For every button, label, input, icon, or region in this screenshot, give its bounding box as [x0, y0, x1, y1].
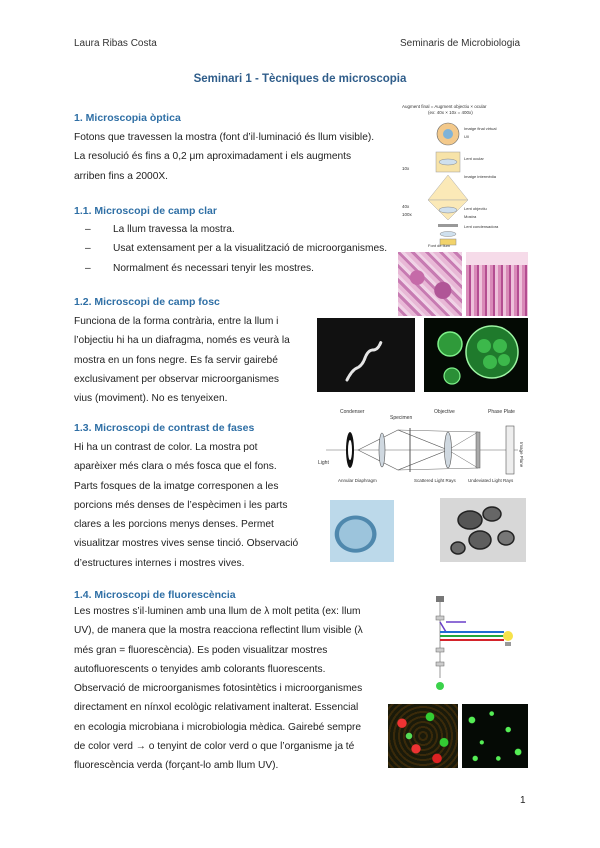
text-line: l’objectiu hi ha un diafragma, només es veurà la	[74, 335, 290, 347]
section-body	[74, 438, 310, 573]
page-number: 1	[520, 795, 526, 806]
header-course: Seminaris de Microbiologia	[400, 38, 521, 49]
text-line: Fotons que travessen la mostra (font d’il·luminació és llum visible).	[74, 132, 375, 143]
diagram-label: Annular Diaphragm	[338, 478, 377, 483]
mag-label: 10x	[402, 166, 410, 171]
phase-contrast-cell-image	[330, 500, 394, 562]
text-line: Observació de microorganismes fotosintètics i microorganismes	[74, 683, 363, 695]
text-line: autofluorescents o tenyides amb colorants fluorescents.	[74, 663, 326, 675]
bullet-list	[85, 220, 395, 278]
text-line: arriben fins a 2000X.	[74, 170, 169, 182]
phase-contrast-yeast-image	[440, 498, 526, 562]
fluorescence-bacteria-image	[462, 704, 528, 768]
list-item: – Normalment és necessari tenyir les mostres.	[85, 262, 314, 274]
diagram-label: Image Plane	[519, 442, 524, 468]
diagram-label: Imatge intermèdia	[464, 174, 497, 179]
section-body	[74, 128, 392, 186]
text-line: clares a les porcions menys denses. Permet	[74, 519, 274, 531]
text-line: fluorescència verda (forçant-lo amb llum UV).	[74, 760, 279, 772]
section-heading: 1.1. Microscopi de camp clar	[74, 205, 217, 217]
mag-label: 40x	[402, 204, 410, 209]
section-body	[74, 602, 380, 776]
diagram-label: Objective	[434, 409, 455, 415]
list-item: – La llum travessa la mostra.	[85, 224, 235, 235]
section-heading: 1.2. Microscopi de camp fosc	[74, 296, 220, 308]
diagram-label: Undeviated Light Rays	[468, 478, 514, 483]
header-author: Laura Ribas Costa	[74, 38, 157, 49]
fluorescence-sample-image	[388, 704, 458, 768]
diagram-label: Mostra	[464, 214, 477, 219]
text-line: mostra en un fons negre. Es fa servir gairebé	[74, 354, 278, 366]
text-line: més gran = fluorescència). Es poden visualitzar mostres	[74, 644, 328, 656]
phase-contrast-diagram	[318, 406, 530, 496]
section-body	[74, 312, 310, 408]
text-line: exclusivament per observar microorganismes	[74, 373, 279, 385]
diagram-caption: Augment final = Augment objectiu × ocular	[402, 104, 487, 109]
darkfield-spirochete-image	[317, 318, 415, 392]
page-title: Seminari 1 - Tècniques de microscopia	[193, 73, 407, 85]
diagram-label: Lent condensadora	[464, 224, 499, 229]
diagram-label: Scattered Light Rays	[414, 478, 456, 483]
fluorescence-diagram	[408, 592, 526, 694]
text-line: visualitzar mostres vives sense tinció. Observació	[74, 538, 299, 550]
darkfield-colony-image	[424, 318, 528, 392]
stained-tissue-image	[466, 252, 528, 316]
text-line: Les mostres s’il·luminen amb una llum de λ molt petita (ex: llum	[74, 606, 361, 617]
section-heading: 1. Microscopia òptica	[74, 112, 181, 124]
text-line: vius (moviment). No es tenyeixen.	[74, 393, 228, 405]
diagram-label: Lent ocular	[464, 156, 484, 161]
diagram-label: Specimen	[390, 415, 413, 421]
diagram-label: Ull	[464, 134, 469, 139]
mag-label: 100x	[402, 212, 412, 217]
text-line: en ecologia microbiana i microbiologia mèdica. Gairebé sempre	[74, 721, 362, 733]
text-line: UV), de manera que la mostra reacciona reflectint llum visible (λ	[74, 625, 363, 637]
diagram-caption: (ex: 40x × 10x = 400x)	[428, 110, 473, 115]
text-line: directament en nínxol ecològic relativament inalterat. Essencial	[74, 702, 359, 714]
diagram-label: Phase Plate	[488, 409, 515, 415]
section-heading: 1.3. Microscopi de contrast de fases	[74, 422, 255, 434]
text-line: de color verd → o tenyint de color verd o que l’organisme ja té	[74, 741, 355, 753]
list-item: – Usat extensament per a la visualització de microorganismes.	[85, 243, 388, 255]
section-heading: 1.4. Microscopi de fluorescència	[74, 589, 236, 601]
text-line: porcions més denses de l’espècimen i les parts	[74, 499, 288, 511]
text-line: Hi ha un contrast de color. La mostra pot	[74, 442, 258, 453]
text-line: Funciona de la forma contrària, entre la llum i	[74, 316, 279, 327]
stained-tissue-image	[398, 252, 462, 316]
diagram-label: Condenser	[340, 409, 365, 415]
diagram-label: Font de llum	[428, 243, 451, 248]
diagram-label: Imatge final virtual	[464, 126, 497, 131]
microscope-optics-diagram	[398, 100, 528, 248]
diagram-label: Light	[318, 460, 329, 466]
diagram-label: Lent objectiu	[464, 206, 487, 211]
text-line: aparèixer més clara o més fosca que el fons.	[74, 461, 277, 473]
text-line: La resolució és fins a 0,2 μm aproximadament i els augments	[74, 151, 352, 163]
text-line: d’estructures internes i mostres vives.	[74, 557, 245, 569]
text-line: Parts fosques de la imatge corresponen a les	[74, 480, 279, 492]
